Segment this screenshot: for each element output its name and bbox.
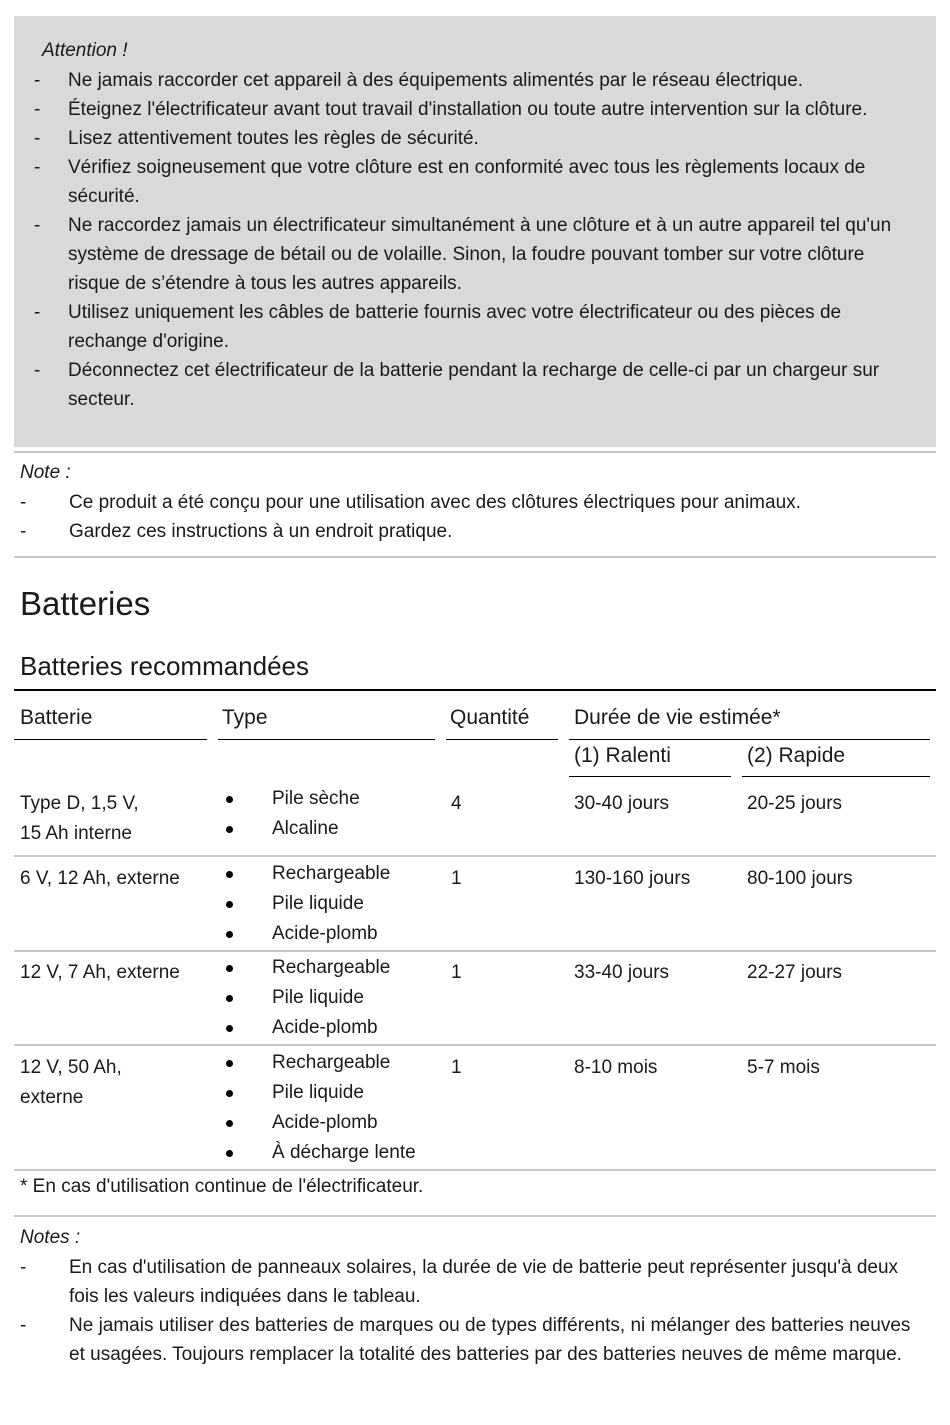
battery-line: 6 V, 12 Ah, externe bbox=[20, 868, 180, 889]
cell-quantity: 1 bbox=[451, 962, 462, 983]
cell-type bbox=[220, 784, 360, 844]
section-title: Batteries bbox=[20, 585, 151, 622]
notes-item: - Ne jamais utiliser des batteries de marques ou de types différents, ni mélanger des batteries neuves et usagées. Toujours remplacer la totalité des batteries par des batteries neuves de même marque. bbox=[20, 1311, 930, 1369]
cell-type bbox=[220, 953, 390, 1043]
note-block bbox=[20, 458, 930, 546]
cell-slow: 33-40 jours bbox=[574, 962, 670, 983]
header-type: Type bbox=[222, 706, 268, 729]
header-lifetime: Durée de vie estimée* bbox=[574, 706, 781, 729]
type-item: Rechargeable bbox=[220, 859, 390, 889]
header-slow: (1) Ralenti bbox=[574, 744, 671, 767]
type-item: Acide-plomb bbox=[220, 1108, 416, 1138]
note-item: - Gardez ces instructions à un endroit pratique. bbox=[20, 517, 930, 546]
type-item: À décharge lente bbox=[220, 1138, 416, 1168]
battery-line: Type D, 1,5 V, bbox=[20, 793, 139, 814]
divider bbox=[14, 1215, 936, 1217]
attention-item: - Vérifiez soigneusement que votre clôture est en conformité avec tous les règlements locaux de sécurité. bbox=[40, 153, 912, 211]
cell-battery bbox=[20, 958, 180, 988]
cell-quantity: 1 bbox=[451, 868, 462, 889]
row-separator bbox=[14, 950, 936, 952]
cell-slow: 8-10 mois bbox=[574, 1057, 658, 1078]
attention-item: - Déconnectez cet électrificateur de la batterie pendant la recharge de celle-ci par un chargeur sur secteur. bbox=[40, 356, 912, 414]
divider bbox=[14, 451, 936, 453]
table-footnote: * En cas d'utilisation continue de l'électrificateur. bbox=[20, 1176, 424, 1197]
type-item: Pile liquide bbox=[220, 983, 390, 1013]
attention-item: - Ne jamais raccorder cet appareil à des équipements alimentés par le réseau électrique. bbox=[40, 66, 912, 95]
notes-list bbox=[20, 1253, 930, 1369]
note-list bbox=[20, 488, 930, 546]
header-underline bbox=[569, 739, 930, 740]
cell-battery bbox=[20, 789, 139, 849]
header-underline bbox=[569, 776, 731, 777]
cell-quantity: 1 bbox=[451, 1057, 462, 1078]
battery-line: 12 V, 50 Ah, bbox=[20, 1057, 122, 1078]
subsection-title: Batteries recommandées bbox=[20, 651, 310, 681]
battery-line: externe bbox=[20, 1087, 84, 1108]
cell-battery bbox=[20, 864, 180, 894]
attention-box bbox=[14, 16, 936, 447]
notes-block bbox=[20, 1223, 930, 1369]
cell-battery bbox=[20, 1053, 122, 1113]
battery-line: 15 Ah interne bbox=[20, 823, 132, 844]
header-battery: Batterie bbox=[20, 706, 93, 729]
type-item: Pile liquide bbox=[220, 1078, 416, 1108]
type-item: Acide-plomb bbox=[220, 919, 390, 949]
cell-type bbox=[220, 1048, 416, 1168]
note-title: Note : bbox=[20, 462, 71, 483]
header-underline bbox=[218, 739, 435, 740]
header-underline bbox=[742, 776, 930, 777]
table-top-rule bbox=[14, 689, 936, 691]
cell-type bbox=[220, 859, 390, 949]
cell-quantity: 4 bbox=[451, 793, 462, 814]
type-item: Pile sèche bbox=[220, 784, 360, 814]
attention-item: - Utilisez uniquement les câbles de batterie fournis avec votre électrificateur ou des pièces de rechange d'origine. bbox=[40, 298, 912, 356]
type-item: Pile liquide bbox=[220, 889, 390, 919]
divider bbox=[14, 556, 936, 558]
header-underline bbox=[14, 739, 207, 740]
attention-list bbox=[40, 66, 912, 414]
notes-item: - En cas d'utilisation de panneaux solaires, la durée de vie de batterie peut représenter jusqu'à deux fois les valeurs indiquées dans le tableau. bbox=[20, 1253, 930, 1311]
type-item: Alcaline bbox=[220, 814, 360, 844]
header-underline bbox=[446, 739, 558, 740]
cell-fast: 5-7 mois bbox=[747, 1057, 820, 1078]
note-item: - Ce produit a été conçu pour une utilisation avec des clôtures électriques pour animaux. bbox=[20, 488, 930, 517]
header-fast: (2) Rapide bbox=[747, 744, 846, 767]
row-separator bbox=[14, 855, 936, 857]
attention-item: - Ne raccordez jamais un électrificateur simultanément à une clôture et à un autre appareil tel qu'un système de dressage de bétail ou de volaille. Sinon, la foudre pouvant tomber sur votre clôture risque de s’étendre à tous les autres appareils. bbox=[40, 211, 912, 298]
type-item: Rechargeable bbox=[220, 953, 390, 983]
cell-fast: 20-25 jours bbox=[747, 793, 843, 814]
header-quantity: Quantité bbox=[450, 706, 530, 729]
cell-slow: 30-40 jours bbox=[574, 793, 670, 814]
type-item: Rechargeable bbox=[220, 1048, 416, 1078]
cell-slow: 130-160 jours bbox=[574, 868, 691, 889]
attention-item: - Lisez attentivement toutes les règles de sécurité. bbox=[40, 124, 912, 153]
row-separator bbox=[14, 1044, 936, 1046]
row-separator bbox=[14, 1169, 936, 1171]
attention-item: - Éteignez l'électrificateur avant tout travail d'installation ou toute autre intervention sur la clôture. bbox=[40, 95, 912, 124]
battery-line: 12 V, 7 Ah, externe bbox=[20, 962, 180, 983]
cell-fast: 80-100 jours bbox=[747, 868, 853, 889]
attention-title: Attention ! bbox=[42, 40, 128, 61]
cell-fast: 22-27 jours bbox=[747, 962, 843, 983]
notes-title: Notes : bbox=[20, 1227, 81, 1248]
type-item: Acide-plomb bbox=[220, 1013, 390, 1043]
